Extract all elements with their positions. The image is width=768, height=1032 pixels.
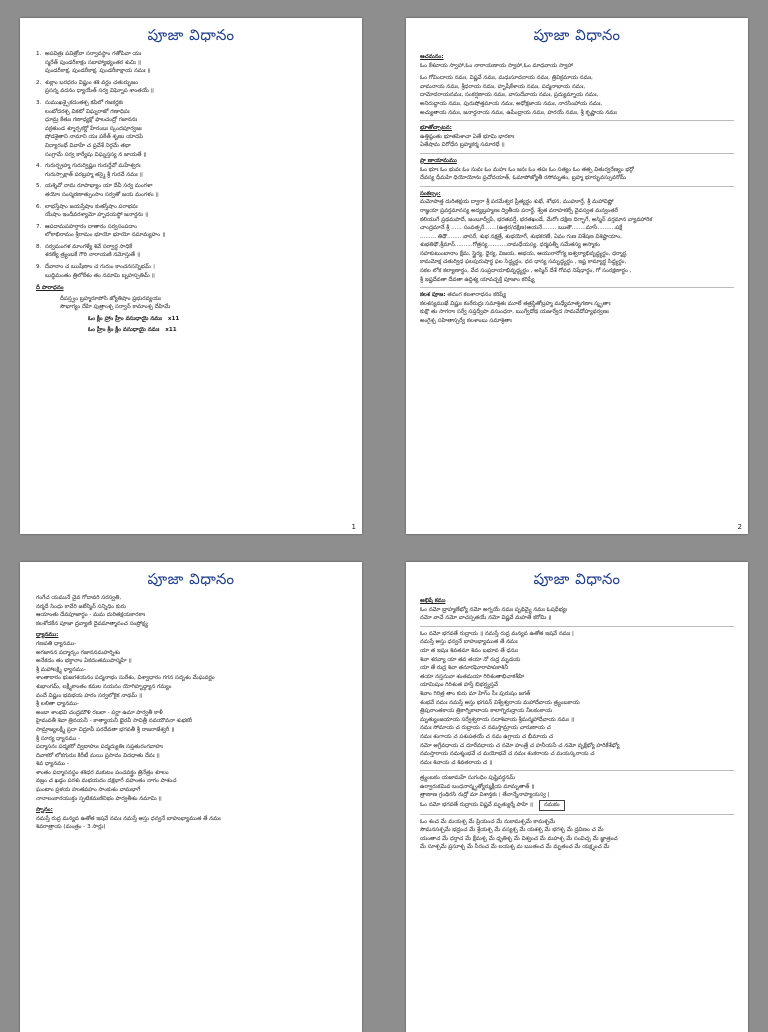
text-line: యా త ఇషుః శివతమా శివం బభూవ తే ధనుః <box>420 647 518 654</box>
text-line: కలియుగే ప్రథమపాదే, జంబూద్వీపే, భరతవర్షే, భరతఖండే, మేరోః దక్షిణ దిగ్భాగే, అస్మిన్ వర్తమాన వ్యావహారిక <box>420 216 653 223</box>
shloka-item <box>36 162 348 179</box>
lakshmi-block <box>36 674 348 700</box>
surya-block <box>36 743 348 760</box>
text-line: 2. శుక్లాం బరధరం విష్ణుం శశి వర్ణం చతుర్భుజం <box>36 79 138 86</box>
page-body <box>420 50 734 326</box>
text-line: శంభవే నమః నమస్తే అస్తు భగవన్ విశ్వేశ్వరాయ మహాదేవాయ త్ర్యంబకాయ <box>420 699 580 706</box>
document-page-1 <box>20 18 362 534</box>
text-line: శాంతాకారం భుజగశయనం పద్మనాభం సురేశం, విశ్వాధారం గగన సదృశం మేఘవర్ణం <box>36 675 215 682</box>
text-line: శుభాంగమ్, లక్ష్మీకాంతం కమల నయనం యోగిహృద్ధ్యాన గమ్యం <box>36 683 172 690</box>
text-line: హైమవతీ శివా త్రినయనీ - కాత్యాయనీ భైరవీ సావిత్రీ నవయౌవనా శుభకరీ <box>36 718 193 725</box>
item-number: 7. <box>36 223 42 230</box>
divider <box>420 626 734 627</box>
page-number: 2 <box>737 523 742 531</box>
text-line: లంబోదరశ్చ వికటో విఘ్నరాజో గణాధిపః <box>45 108 130 115</box>
page-number: 1 <box>351 523 356 531</box>
text-line: సహకుటుంబానాం క్షేమ, స్థైర్య, ధైర్య, విజయ, అభయ, ఆయురారోగ్య ఐశ్వర్యాభివృద్ధ్యర్థం, ధర్మార్థ, <box>420 250 628 257</box>
tryambaka-block <box>420 774 734 800</box>
sub-heading: శ్రీ మహాలక్ష్మి ధ్యానము- <box>36 666 86 673</box>
sub-heading: శివ ధ్యానము - <box>36 761 69 768</box>
text-line: నమస్తే అస్తు ధన్వనే బాహుభ్యాముత తే నమః <box>420 639 518 646</box>
shloka-item <box>36 182 348 199</box>
shloka-item <box>36 243 348 260</box>
chant-count: x11 <box>167 316 180 323</box>
text-line: మే సూశ్చమే ప్రసూశ్చ మే సీరంచ మే లయశ్చ మ ఋతంచ మే మృతంచ మే యక్ష్మంచ మే <box>420 844 610 851</box>
text-line: నమస్తారాయ నమశ్శంభవే చ మయోభవే చ నమః శంకరాయ చ మయస్కరాయ చ <box>420 751 595 758</box>
text-line: సౌభాగ్యం దేహి పుత్రాంశ్చ సర్వాన్ కామాంశ్చ దేహిమే <box>60 304 171 311</box>
text-line: అచ్యుతాయ నమః, జనార్దనాయ నమః, ఉపేంద్రాయ నమః, హరయే నమః, శ్రీ కృష్ణాయ నమః <box>420 109 617 116</box>
text-line: యా తే రుద్ర శివా తనూరఘోరాపాపకాశినీ <box>420 665 509 672</box>
item-number: 1. <box>36 51 42 57</box>
section-heading: భూతోచ్చాటన: <box>420 125 452 132</box>
text-line: ఆయాంతు దేవపూజార్థం - మమ దురితక్షయకారకాః <box>36 612 146 619</box>
text-line: సంగ్రామే సర్వ కార్యేషు విఘ్నస్తస్య న జాయతే ॥ <box>45 151 147 158</box>
shloka-list <box>36 50 348 280</box>
ganapati-block <box>36 649 348 666</box>
item-number: 3. <box>36 99 42 106</box>
text-line: 8. సర్వమంగళ మాంగళ్యే శివే సర్వార్థ సాధికే <box>36 243 133 250</box>
text-line: పద్మాసనః పద్మకరో ద్విబాహుః పద్మద్యుతిః సప్తతురంగవాహః <box>36 744 163 751</box>
text-line: శివాం గిరిత్ర తాం కురు మా హిగ్ం సీః పురుషం జగత్ <box>420 690 531 697</box>
page-title: పూజా విధానం <box>147 26 235 44</box>
text-line: అగజానన పద్మార్కం గజాననమహర్నిశం <box>36 649 121 656</box>
text-line: 5. యశ్శివో నామ రూపాభ్యాం యా దేవీ సర్వ మంగళా <box>36 183 153 190</box>
item-number: 9. <box>36 264 42 271</box>
text-line: అంబా శాంభవి చంద్రమౌళి రబలా - పర్ణా ఉమా పార్వతీ కాళీ <box>36 709 163 716</box>
section-heading: అభిషే కము <box>420 598 446 604</box>
text-line: అనిరుద్ధాయ నమః, పురుషోత్తమాయ నమః, అధోక్షజాయ నమః, నారసింహాయ నమః, <box>420 100 603 107</box>
text-line: సౌమనసశ్చమే భద్రంచ మే శ్రేయశ్చ మే వస్యశ్చ మే యశశ్చ మే భగశ్చ మే ద్రవిణం చ మే <box>420 827 604 834</box>
divider <box>420 186 734 187</box>
text-line: లోకాభిరామం శ్రీరామం భూయో భూయో నమామ్యహం ॥ <box>45 232 166 239</box>
text-line: బుద్ధిమంతం త్రిలోకేశం తం నమామి బృహస్పతిమ్ ॥ <box>45 272 155 279</box>
text-line: ఉర్వారుకమివ బంధనాన్మృత్యోర్ముక్షీయ మామృతాత్ ॥ <box>420 783 535 790</box>
divider <box>420 287 734 288</box>
shloka-item <box>36 99 348 159</box>
text-line: గంగేచ యమునే చైవ గోదావరి సరస్వతి, <box>36 595 122 601</box>
text-line: ఓం నమో భగవతే రుద్రాయ ॥ నమస్తే రుద్ర మన్యవ ఉతోత ఇషవే నమః | <box>420 630 574 637</box>
text-line: వామనాయ నమః, శ్రీధరాయ నమః, హృషీకేశాయ నమః, పద్మనాభాయ నమః, <box>420 83 586 90</box>
text-line: 1. అపవిత్రః పవిత్రోవా సర్వావస్థాం గతోపివా యః <box>36 51 142 57</box>
text-line: 9. దేవానాం చ ఋషీణాం చ గురుం కాంచనసన్నిభమ్ । <box>36 264 155 271</box>
chant-text: ఓం హ్రీం శ్రీం క్లీం వసుధాయై నమః <box>88 326 160 333</box>
section-heading: దీ పారాధనం <box>36 285 64 292</box>
abhishekam-block <box>420 606 734 623</box>
text-line: నమః సోమాయ చ రుద్రాయ చ నమస్తామ్రాయ చారుణాయ చ <box>420 725 551 732</box>
shloka-item <box>36 263 348 280</box>
text-line: విద్యారంభే వివాహే చ ప్రవేశే నిర్గమే తథా <box>45 142 131 149</box>
page-body <box>36 50 348 334</box>
shloka-item <box>36 79 348 96</box>
sankalpam-block <box>420 198 734 284</box>
text-line: దీపస్త్వం బ్రహ్మరూపోసి జ్యోతిషాం ప్రభురవ్యయః <box>60 295 161 302</box>
text-line: పుండరీకాక్ష, పుండరీకాక్ష, పుండరీకాక్షాయ నమః ॥ <box>45 68 151 75</box>
section-heading: ఆచమనం: <box>420 54 444 60</box>
text-line: నమో అగ్రేవధాయ చ దూరేవధాయ చ నమో హంత్రే చ హనీయసే చ నమో వృక్షేభ్యో హరికేశేభ్యో <box>420 742 620 749</box>
text-line: 6. లాభస్తేషాం జయస్తేషాం కుతస్తేషాం పరాభవః <box>36 203 138 210</box>
text-line: శుభతిథౌ,శ్రీమాన్..........గోత్రస్య...........నామధేయస్య, ధర్మపత్నీ సమేతస్య అస్మాకం <box>420 242 601 249</box>
text-line: శ్రీ ఇష్టదేవతా దేవతా ఉద్దిశ్య యావచ్ఛక్తి పూజాం కరిష్యే <box>420 276 535 283</box>
text-line: శివరాత్రాయ (మంత్రం - 3 సార్లు) <box>36 824 106 831</box>
chant-text: ఓం క్లీం హ్రాం హ్రీం వసుధాయై నమః <box>88 316 162 323</box>
chant-line <box>36 315 348 324</box>
text-line: కామమోక్ష చతుర్విధ ఫలపురుషార్థ ఫల సిద్ధ్యర్థం, ధన ధాన్య సమృద్ధ్యర్థం , ఇష్ట కామ్యార్థ సిద్ధ్యర్థం, <box>420 259 627 266</box>
text-line: ఘంటాం ప్రళయ హుతవహం సాంకుశం వామభాగే <box>36 787 141 794</box>
text-line: మృత్యుంజయాయ సర్వేశ్వరాయ సదాశివాయ శ్రీమన్మహాదేవాయ నమః ॥ <box>420 716 575 723</box>
chant-line <box>36 326 348 335</box>
text-line: స్మరేత్ పుండరీకాక్షం సబాహ్యాభ్యంతర శుచిః ॥ <box>45 59 141 66</box>
item-number: 5. <box>36 183 42 190</box>
text-line: 7. ఆపదామపహర్తారం దాతారం సర్వసంపదాం <box>36 223 137 230</box>
text-line: నర్మదే సింధు కావేరి జలేస్మిన్ సన్నిధిం కురు <box>36 603 126 610</box>
label-box: నమకం <box>539 800 565 811</box>
item-number: 2. <box>36 79 42 86</box>
intro-block <box>36 594 348 628</box>
section-heading: కలశ పూజ: <box>420 292 446 299</box>
text-line: శరణ్యే త్ర్యంబకే గౌరి నారాయణి నమోస్తుతే ॥ <box>45 252 141 259</box>
text-line: మమోపాత్త దురితక్షయ ద్వారా శ్రీ పరమేశ్వర ప్రీత్యర్థం శుభే, శోభన, ముహూర్తే, శ్రీ మహావిష్ణో <box>420 199 614 206</box>
text-line: వజ్రం చ ఖడ్గం పరశు మభయదం దక్షభాగే వహంతం నాగం పాశంచ <box>36 778 177 785</box>
lalita-block <box>36 709 348 735</box>
page-body <box>36 594 348 832</box>
chant-count: x11 <box>165 326 177 333</box>
final-line <box>420 800 734 811</box>
text-line: తయోః సంస్మరణాత్పుంసాం సర్వతో జయ మంగళం ॥ <box>45 191 159 198</box>
text-line: 4. గురుర్బ్రహ్మ గురుర్విష్ణుః గురుర్దేవో మహేశ్వరః <box>36 163 141 170</box>
text-line: ధూమ్ర కేతుః గణాధ్యక్షో ఫాలచంద్రో గజాననః <box>45 117 138 124</box>
divider <box>420 770 734 771</box>
page-body <box>420 594 734 852</box>
text-line: గురుస్సాక్షాత్ పరబ్రహ్మ తస్మై శ్రీ గురవే నమః ॥ <box>45 171 143 178</box>
text-line: యేషాం ఇందీవరశ్యామో హృదయస్థో జనార్దనః ॥ <box>45 212 149 219</box>
text-line: 3. సుముఖశ్చైకదంతశ్చ కపిలో గజకర్ణకః <box>36 99 124 106</box>
text-line: త్ర్యంబకం యజామహే సుగంధిం పుష్టివర్ధనమ్ <box>420 775 516 782</box>
text-line: ఓం నమో బ్రాహ్మణేభ్యో నమో అగ్నయే నమః పృథివ్యై నమః ఓషధీభ్యః <box>420 606 568 613</box>
text-line: త్రాణాణ గ్రంథిరసి రుద్రో మా విశాన్తకః । తేనాన్నేనాప్యాయస్వ | <box>420 792 550 799</box>
page-title: పూజా విధానం <box>533 26 621 44</box>
section-heading: ప్రా ణాయామము <box>420 157 457 164</box>
text-line: కుక్షౌ తు సాగరాః సర్వే సప్తద్వీపా వసుంధరా, ఋగ్వేదోథ యజుర్వేద సామవేదోహ్యథర్వణః <box>420 309 609 316</box>
item-number: 4. <box>36 163 42 170</box>
text-line: ఓం భూః ఓం భువః ఓం సువః ఓం మహః ఓం జనః ఓం తపః ఓం సత్యం ఓం తత్స వితుర్వరేణ్యం భర్గో <box>420 166 635 173</box>
text-line: దామోదరాయనమః, సంకర్షణాయ నమః, వాసుదేవాయ నమః, ప్రద్యుమ్నాయ నమః, <box>420 92 599 99</box>
document-page-2 <box>406 18 748 534</box>
text-line: అనేకదం తం భక్తానాం ఏకదంతముపాస్మహే ॥ <box>36 658 132 665</box>
divider <box>420 153 734 154</box>
kalasha-heading-line <box>420 291 734 300</box>
text-line: ......... తిథౌ........ వాసరే, శుభ నక్షత్రే, శుభయోగే, శుభకరణే, ఏవం గుణ విశేషణ విశిష్టాయాం, <box>420 233 622 240</box>
page-title: పూజా విధానం <box>533 570 621 588</box>
text-line: శివా శరవ్యా యా తవ తయా నో రుద్ర మృడయ <box>420 656 521 663</box>
text-line: ఉత్తిష్ఠంతు భూతపిశాచా ఏతే భూమి భారకాః <box>420 133 515 140</box>
section-heading: సంకల్పం: <box>420 190 441 197</box>
sub-heading: శ్రీ సూర్య ధ్యానము - <box>36 735 81 742</box>
rudra-block <box>420 630 734 768</box>
item-number: 8. <box>36 243 42 250</box>
sub-heading: శ్రీ లలితా ధ్యానము- <box>36 701 79 708</box>
shloka-item <box>36 203 348 220</box>
text-line: ప్రసన్న వదనం ధ్యాయేత్ సర్వ విఘ్నోప శాంతయే ॥ <box>45 88 154 95</box>
section-heading: ధ్యానము: <box>36 632 59 639</box>
text-line: చాంద్రమానే శ్రీ ...... సంవత్సరే.......(ఉత్తర/దక్షిణ)ఆయనే........ ఋతౌ........మాసే..........పక్షే <box>420 225 623 232</box>
shloka-item <box>36 50 348 76</box>
chamakam-block <box>420 818 734 852</box>
document-page-3 <box>20 562 362 1032</box>
text-line: దివాకరో లోకగురుః కిరీటీ మయి ప్రసాదం విదధాతు దేవః ॥ <box>36 752 160 759</box>
text-line: ఓం గోవిందాయ నమః, విష్ణవే నమః, మధుసూదనాయ నమః, త్రివిక్రమాయ నమః, <box>420 75 593 82</box>
text-line: కలశస్యముఖే విష్ణుః కంఠేరుద్రః సమాశ్రితః మూలే తత్రస్థితోబ్రహ్మ మధ్యేమాతృగణాః స్మృతాః <box>420 300 611 307</box>
shiva-block <box>36 769 348 803</box>
text-line: ఓం కేశవాయ స్వాహా,ఓం నారాయణాయ స్వాహా,ఓం మాధవాయ స్వాహా <box>420 62 574 69</box>
text-line: వందే విష్ణుం భవభయ హరం సర్వలోకైక నాథమ్ ॥ <box>36 692 143 699</box>
text-line: షోడశైతాని నామాని యః పఠేత్ శృణు యాదపి <box>45 134 144 141</box>
shloka-item <box>36 223 348 240</box>
divider <box>420 120 734 121</box>
section-heading: స్నానం: <box>36 807 53 814</box>
text-line: వక్రతుండ శ్శూర్పకర్ణో హేరంబః స్కందపూర్వజః <box>45 125 142 132</box>
text-line: నమస్తే రుద్ర మన్యవ ఉతోత ఇషవే నమః నమస్తే అస్తు ధన్వనే బాహుభ్యాముత తే నమః <box>36 815 221 822</box>
page-title: పూజా విధానం <box>147 570 235 588</box>
text-line: అంగైశ్చ సహితాస్సర్వే కలశాంబు సమాశ్రితాః <box>420 318 512 325</box>
snanam-block <box>36 815 348 832</box>
text-line: కలశోదకేన పూజా ద్రవ్యాణి దైవమాత్మానంచ సంప్రోక్ష్య <box>36 620 148 627</box>
text-line: నమః శంగాయ చ పశుపతయే చ నమ ఉగ్రాయ చ భీమాయ చ <box>420 733 554 740</box>
text-line: రాజ్ఞయా ప్రవర్తమానస్య అద్యబ్రహ్మణః ద్వితీయ పరార్థే, శ్వేత వరాహకల్పే వైవస్వత మన్వంతరే <box>420 207 618 214</box>
text-line: తయా నస్తనువా శంతమయా గిరిశంతాభిచాకశీహి <box>420 673 525 680</box>
text-line: సామ్రాజ్యలక్ష్మీ ప్రదా చిద్రూపీ పరదేవతా భగవతీ శ్రీ రాజరాజేశ్వరీ ॥ <box>36 726 175 733</box>
text-line: సకల లోక కల్యాణార్థం, వేద సంప్రదాయాభివృద్ధ్యర్థం , అస్మిన్ దేశే గోవధ నిషేధార్థం, గో సంరక్షణార్థం , <box>420 268 632 275</box>
text-line: నమః శివాయ చ శివతరాయ చ ॥ <box>420 759 493 766</box>
text-line: యామిషుం గిరిశంత హస్తే బిభర్ష్యస్తవే <box>420 682 498 689</box>
text-line: త్రిపురాంతకాయ త్రికాగ్నికాలాయ కాలాగ్నిరుద్రాయ నీలకంఠాయ <box>420 708 553 715</box>
divider <box>420 814 734 815</box>
text-line: నానాలంకారయుక్తం స్ఫటికమణినిభం పార్వతీశం నమామి ॥ <box>36 795 162 802</box>
sub-heading: గణపతి ధ్యానము- <box>36 640 77 647</box>
text-line: ఏతేషామ విరోధేన బ్రహ్మకర్మ సమారభే ॥ <box>420 142 505 149</box>
text-line: తదంగ కలశారాధనం కరిష్యే <box>447 292 507 299</box>
text-line: ఓం శంచ మే మయశ్చ మే ప్రియంచ మే నుకామశ్చమే కామశ్చమే <box>420 818 556 825</box>
text-line: దేవస్య ధీమహి ధియోయోనః ప్రచోదయాత్, ఓమాపోజ్యోతీ రసోమృతం, బ్రహ్మ భూర్భువస్సువరోమ్ <box>420 175 626 182</box>
document-page-4 <box>406 562 748 1032</box>
text-line: యంతాచ మే ధర్తాచ మే క్షేమశ్చ మే ధృతిశ్చ మే విశ్వంచ మే మహశ్చ మే సంవిచ్చ మే జ్ఞాత్రంచ <box>420 835 618 842</box>
item-number: 6. <box>36 203 42 210</box>
text-line: ఓం నమో భగవతే రుద్రాయ విష్ణవే మృత్యుర్మే పాహి ॥ <box>420 802 534 809</box>
text-line: నమో వాచే నమో వాచస్పతయే నమో విష్ణవే మహతే కరోమి ॥ <box>420 615 552 622</box>
text-line: శాంతం పద్మాసనస్థం శశిధర మకుటం పంచవక్త్రం త్రినేత్రం శూలం <box>36 769 169 776</box>
